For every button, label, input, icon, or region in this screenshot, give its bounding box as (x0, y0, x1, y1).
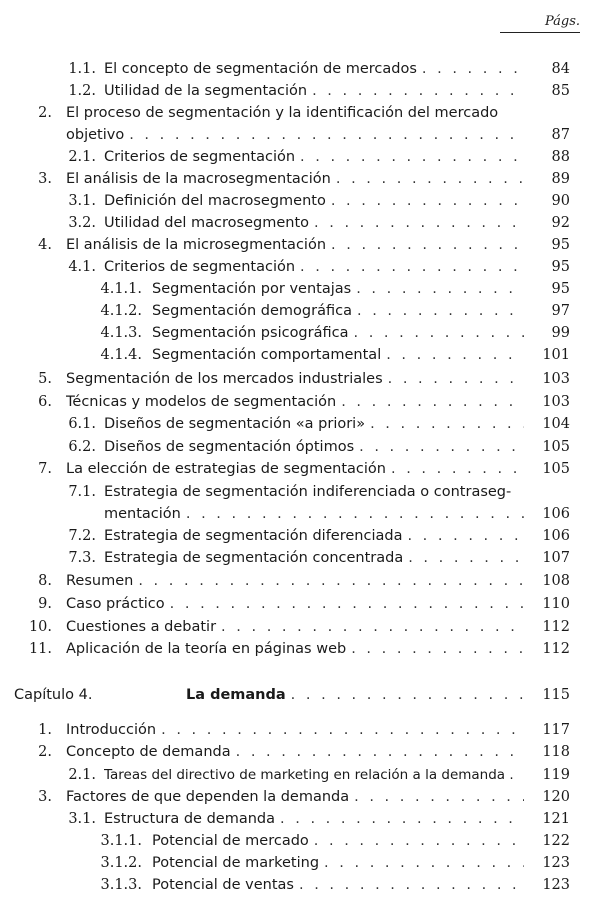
chapter-entry[interactable] (0, 684, 600, 706)
toc-entry-continuation[interactable] (0, 124, 600, 146)
entry-number: 3. (38, 789, 52, 805)
entry-title: El análisis de la macrosegmentación (66, 171, 331, 187)
entry-number: 3.1. (68, 193, 96, 209)
entry-page: 90 (551, 193, 570, 209)
toc-entry[interactable] (0, 436, 600, 458)
entry-number: 7. (38, 461, 52, 477)
dot-leader (129, 124, 524, 146)
entry-number: 9. (38, 596, 52, 612)
dot-leader (324, 852, 524, 874)
entry-page: 87 (551, 127, 570, 143)
dot-leader (336, 168, 524, 190)
entry-number: 4.1.2. (100, 303, 142, 319)
toc-entry[interactable] (0, 786, 600, 808)
dot-leader (422, 58, 524, 80)
toc-entry[interactable] (0, 102, 600, 124)
entry-page: 92 (551, 215, 570, 231)
entry-title: Diseños de segmentación «a priori» (104, 416, 366, 432)
entry-page: 107 (542, 550, 570, 566)
pages-header: Págs. (500, 14, 580, 33)
toc-entry[interactable] (0, 300, 600, 322)
toc-entry-continuation[interactable] (0, 503, 600, 525)
entry-title: Caso práctico (66, 596, 165, 612)
chapter-number: Capítulo 4. (14, 687, 93, 703)
dot-leader (341, 391, 524, 413)
toc-entry[interactable] (0, 168, 600, 190)
entry-page: 110 (542, 596, 570, 612)
entry-title: Criterios de segmentación (104, 259, 296, 275)
entry-number: 4.1. (68, 259, 96, 275)
entry-page: 119 (542, 767, 570, 783)
entry-page: 99 (551, 325, 570, 341)
entry-number: 4.1.1. (100, 281, 142, 297)
entry-page: 85 (551, 83, 570, 99)
toc-entry[interactable] (0, 146, 600, 168)
entry-title: Estructura de demanda (104, 811, 276, 827)
entry-page: 112 (542, 641, 570, 657)
entry-page: 105 (542, 439, 570, 455)
entry-title-line2: mentación (104, 506, 181, 522)
dot-leader (386, 344, 524, 366)
toc-entry[interactable] (0, 570, 600, 592)
entry-number: 6.1. (68, 416, 96, 432)
entry-title: Criterios de segmentación (104, 149, 296, 165)
toc-entry[interactable] (0, 741, 600, 763)
dot-leader (314, 212, 524, 234)
entry-page: 95 (551, 237, 570, 253)
dot-leader (354, 786, 524, 808)
toc-entry[interactable] (0, 58, 600, 80)
toc-entry[interactable] (0, 616, 600, 638)
dot-leader (236, 741, 524, 763)
dot-leader (170, 593, 524, 615)
toc-entry[interactable] (0, 234, 600, 256)
toc-entry[interactable] (0, 481, 600, 503)
dot-leader (357, 300, 524, 322)
entry-title: Segmentación comportamental (152, 347, 382, 363)
entry-title: El concepto de segmentación de mercados (104, 61, 417, 77)
entry-number: 1. (38, 722, 52, 738)
toc-entry[interactable] (0, 458, 600, 480)
entry-title-line1: Estrategia de segmentación indiferenciada o contraseg- (104, 484, 512, 500)
toc-entry[interactable] (0, 212, 600, 234)
dot-leader (312, 80, 524, 102)
entry-page: 108 (542, 573, 570, 589)
toc-entry[interactable] (0, 80, 600, 102)
entry-title-line2: objetivo (66, 127, 125, 143)
entry-title: Introducción (66, 722, 157, 738)
dot-leader (331, 234, 524, 256)
dot-leader (356, 278, 524, 300)
entry-number: 7.1. (68, 484, 96, 500)
entry-number: 3.1.1. (100, 833, 142, 849)
entry-title-line1: El proceso de segmentación y la identificación del mercado (66, 105, 499, 121)
dot-leader (300, 146, 524, 168)
toc-entry[interactable] (0, 852, 600, 874)
toc-entry[interactable] (0, 830, 600, 852)
entry-page: 95 (551, 259, 570, 275)
entry-page: 121 (542, 811, 570, 827)
dot-leader (280, 808, 524, 830)
entry-page: 103 (542, 371, 570, 387)
entry-number: 6.2. (68, 439, 96, 455)
dot-leader (359, 436, 524, 458)
entry-page: 101 (542, 347, 570, 363)
toc-entry[interactable] (0, 368, 600, 390)
chapter-title: La demanda (186, 687, 286, 703)
entry-number: 5. (38, 371, 52, 387)
entry-page: 95 (551, 281, 570, 297)
entry-number: 1.1. (68, 61, 96, 77)
dot-leader (221, 616, 524, 638)
toc-entry[interactable] (0, 190, 600, 212)
toc-entry[interactable] (0, 525, 600, 547)
entry-title: Segmentación psicográfica (152, 325, 349, 341)
dot-leader (408, 547, 524, 569)
entry-number: 2.1. (68, 149, 96, 165)
dot-leader (407, 525, 524, 547)
entry-number: 2.1. (68, 767, 96, 783)
entry-title: Potencial de mercado (152, 833, 309, 849)
entry-page: 122 (542, 833, 570, 849)
entry-number: 11. (28, 641, 52, 657)
entry-number: 3.1.3. (100, 877, 142, 893)
entry-number: 6. (38, 394, 52, 410)
entry-page: 112 (542, 619, 570, 635)
entry-page: 103 (542, 394, 570, 410)
entry-page: 105 (542, 461, 570, 477)
toc-entry[interactable] (0, 874, 600, 896)
toc-entry[interactable] (0, 593, 600, 615)
entry-page: 106 (542, 528, 570, 544)
entry-number: 7.2. (68, 528, 96, 544)
dot-leader (291, 684, 524, 706)
toc-entry[interactable] (0, 344, 600, 366)
entry-title: Aplicación de la teoría en páginas web (66, 641, 347, 657)
entry-number: 3.1.2. (100, 855, 142, 871)
entry-number: 4. (38, 237, 52, 253)
entry-title: Técnicas y modelos de segmentación (66, 394, 337, 410)
entry-page: 106 (542, 506, 570, 522)
entry-number: 4.1.4. (100, 347, 142, 363)
dot-leader (331, 190, 524, 212)
dot-leader (353, 322, 524, 344)
dot-leader (351, 638, 524, 660)
entry-number: 10. (28, 619, 52, 635)
entry-number: 3.2. (68, 215, 96, 231)
entry-number: 1.2. (68, 83, 96, 99)
toc-entry[interactable] (0, 808, 600, 830)
entry-page: 123 (542, 855, 570, 871)
entry-number: 2. (38, 744, 52, 760)
entry-page: 89 (551, 171, 570, 187)
dot-leader (370, 413, 524, 435)
entry-title: Utilidad de la segmentación (104, 83, 308, 99)
entry-page: 88 (551, 149, 570, 165)
toc-entry[interactable] (0, 322, 600, 344)
entry-title: Potencial de ventas (152, 877, 294, 893)
entry-title: Segmentación por ventajas (152, 281, 352, 297)
toc-entry[interactable] (0, 638, 600, 660)
toc-entry[interactable] (0, 278, 600, 300)
entry-title: La elección de estrategias de segmentación (66, 461, 386, 477)
entry-page: 84 (551, 61, 570, 77)
entry-page: 118 (542, 744, 570, 760)
toc-entry[interactable] (0, 413, 600, 435)
entry-page: 120 (542, 789, 570, 805)
entry-title: Tareas del directivo de marketing en relación a la demanda . (104, 767, 514, 783)
entry-title: Definición del macrosegmento (104, 193, 326, 209)
dot-leader (299, 874, 524, 896)
entry-number: 3. (38, 171, 52, 187)
toc-entry[interactable] (0, 391, 600, 413)
entry-title: Estrategia de segmentación concentrada (104, 550, 404, 566)
entry-title: Utilidad del macrosegmento (104, 215, 310, 231)
entry-number: 3.1. (68, 811, 96, 827)
entry-title: Resumen (66, 573, 134, 589)
entry-number: 2. (38, 105, 52, 121)
dot-leader (161, 719, 524, 741)
toc-entry[interactable] (0, 547, 600, 569)
entry-title: Cuestiones a debatir (66, 619, 217, 635)
toc-entry[interactable] (0, 719, 600, 741)
entry-title: Segmentación demográfica (152, 303, 352, 319)
entry-title: Concepto de demanda (66, 744, 231, 760)
entry-title: El análisis de la microsegmentación (66, 237, 327, 253)
entry-title: Potencial de marketing (152, 855, 320, 871)
dot-leader (300, 256, 524, 278)
entry-page: 117 (542, 722, 570, 738)
entry-title: Diseños de segmentación óptimos (104, 439, 355, 455)
dot-leader (314, 830, 524, 852)
entry-page: 97 (551, 303, 570, 319)
entry-title: Estrategia de segmentación diferenciada (104, 528, 403, 544)
entry-number: 4.1.3. (100, 325, 142, 341)
entry-number: 8. (38, 573, 52, 589)
entry-title: Factores de que dependen la demanda (66, 789, 350, 805)
dot-leader (186, 503, 524, 525)
dot-leader (391, 458, 524, 480)
entry-page: 123 (542, 877, 570, 893)
toc-entry[interactable] (0, 256, 600, 278)
entry-title: Segmentación de los mercados industriales (66, 371, 383, 387)
toc-entry[interactable] (0, 764, 600, 786)
entry-page: 115 (542, 687, 570, 703)
dot-leader (138, 570, 524, 592)
dot-leader (388, 368, 524, 390)
entry-number: 7.3. (68, 550, 96, 566)
entry-page: 104 (542, 416, 570, 432)
